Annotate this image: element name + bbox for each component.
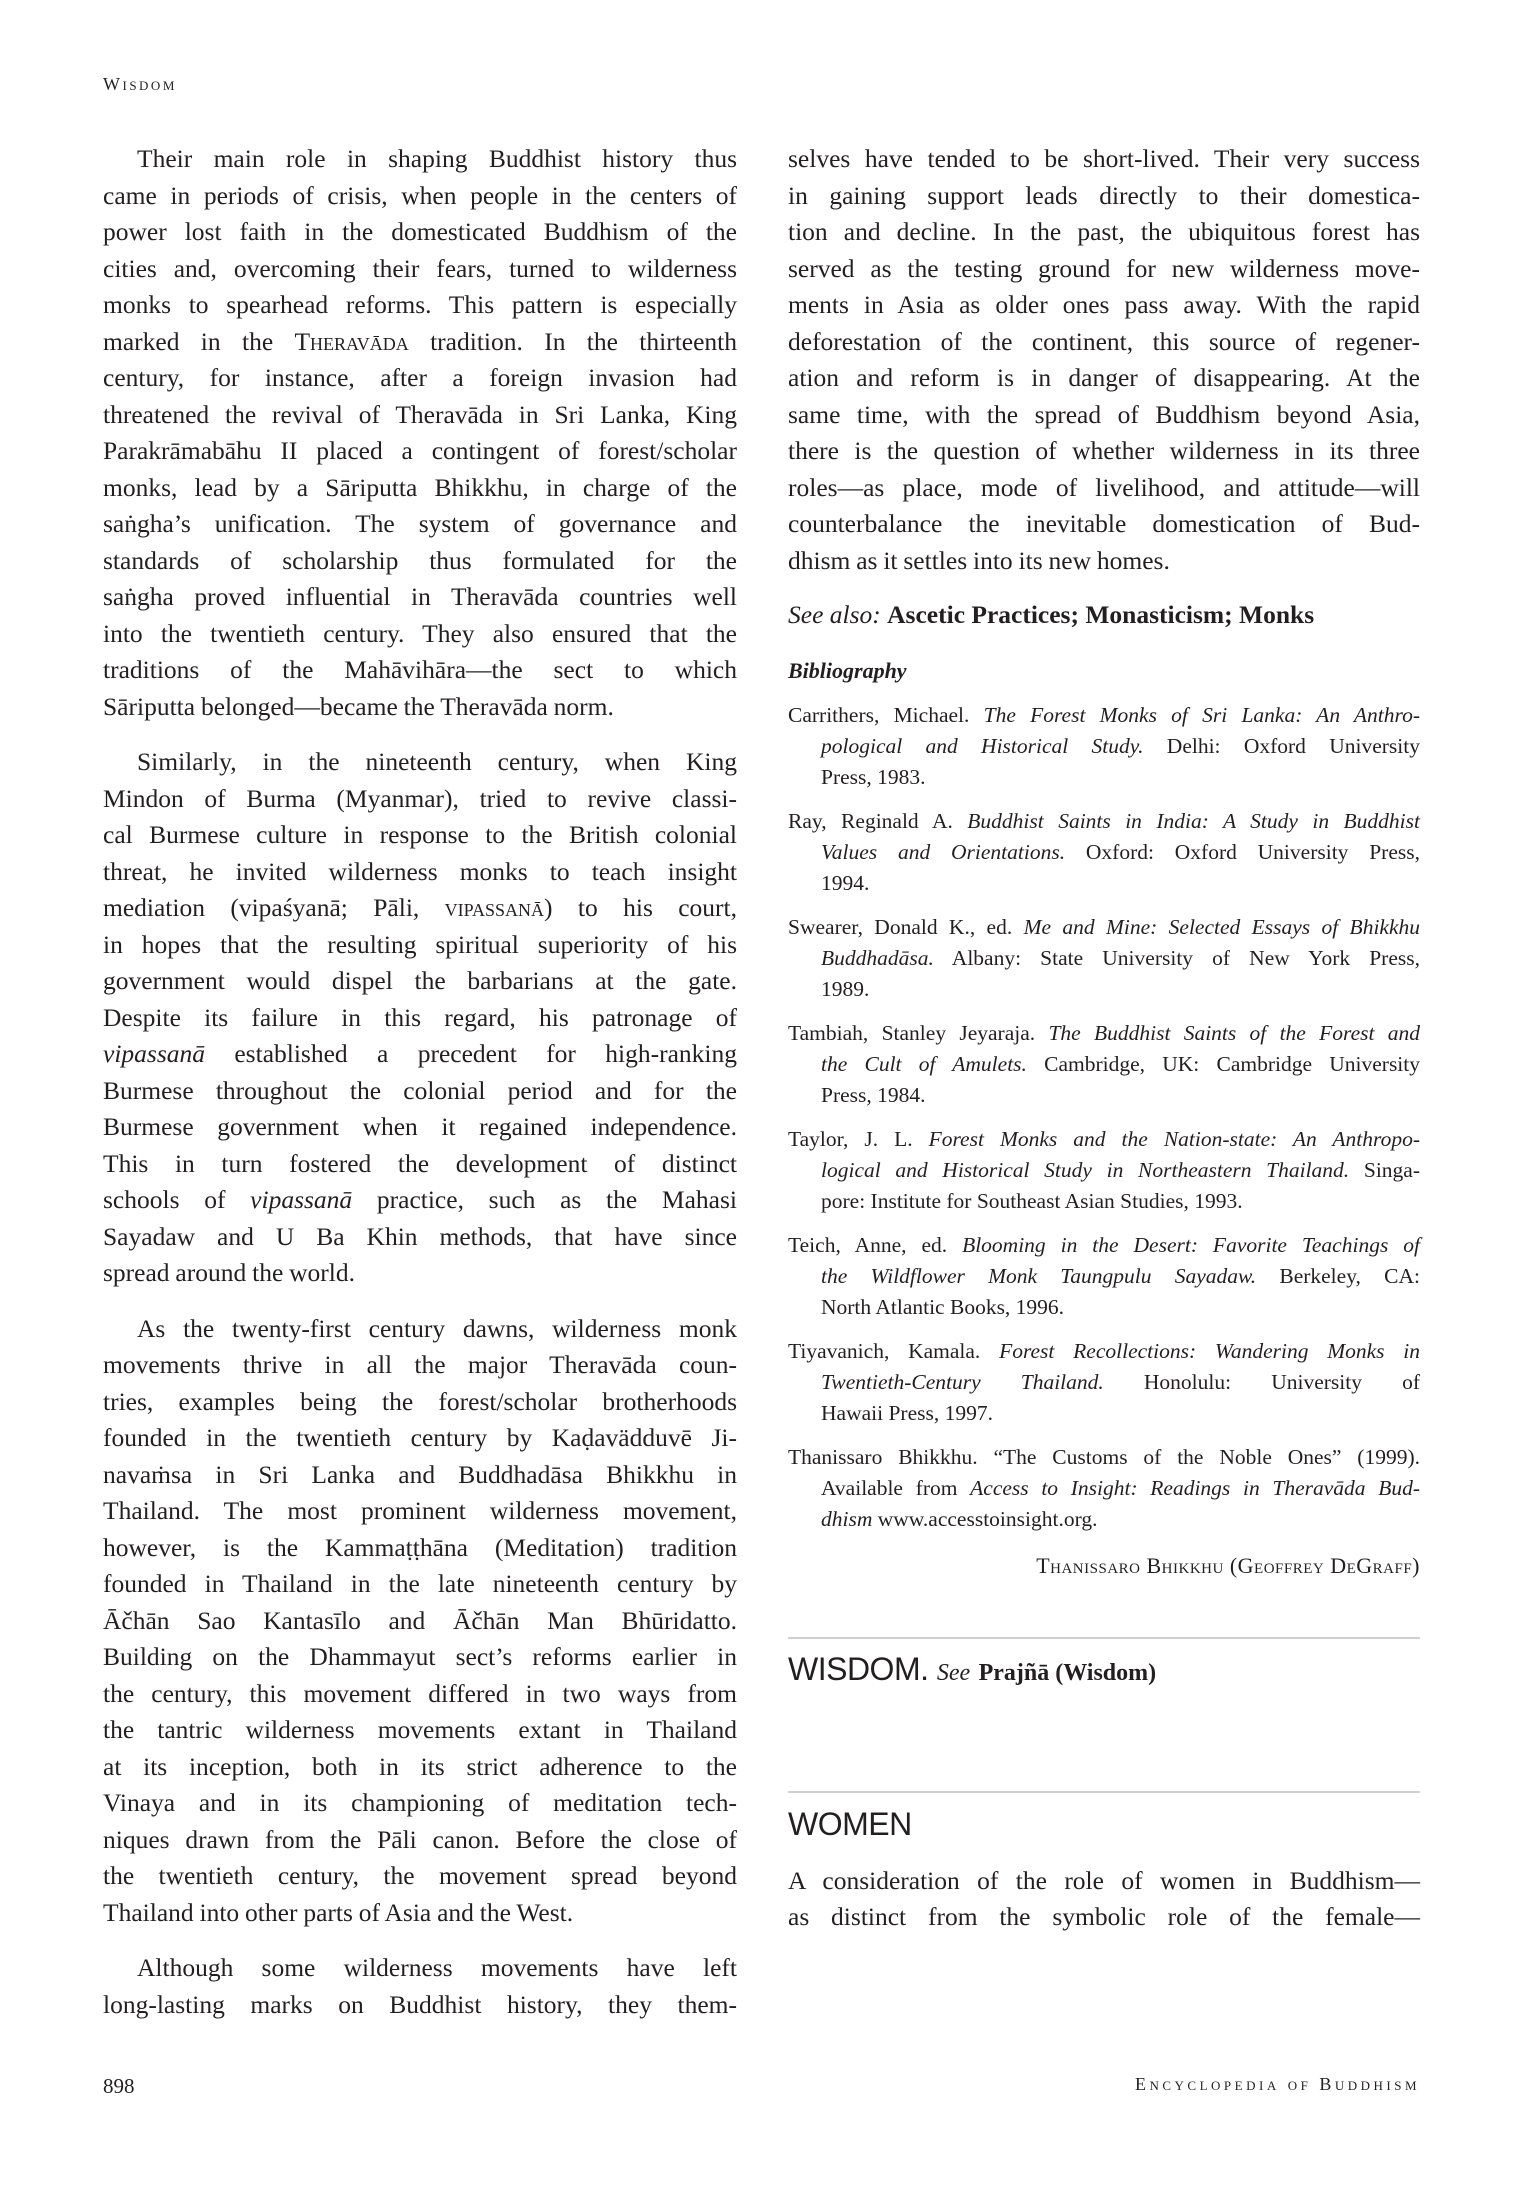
text-line	[103, 1639, 737, 1676]
text-segment: long-lasting marks on Buddhist history, they them-	[103, 1989, 737, 2019]
text-line	[103, 1822, 737, 1859]
text-line	[103, 854, 737, 891]
bibliography-entry	[788, 700, 1420, 793]
text-segment: served as the testing ground for new wilderness move-	[788, 253, 1420, 283]
text-line	[103, 141, 737, 178]
text-line	[103, 744, 737, 781]
text-segment: in gaining support leads directly to their domestica-	[788, 180, 1420, 210]
text-segment: A consideration of the role of women in Buddhism—	[788, 1865, 1420, 1895]
text-segment: 1994.	[821, 870, 870, 895]
text-segment: the tantric wilderness movements extant in Thailand	[103, 1715, 737, 1744]
text-line	[103, 178, 737, 215]
body-paragraph	[103, 141, 737, 725]
text-line	[788, 1124, 1420, 1155]
text-segment: founded in the twentieth century by Kaḍavädduvē Ji-	[103, 1423, 737, 1452]
wisdom-see-label: See	[936, 1659, 971, 1686]
bibliography-heading: Bibliography	[788, 657, 907, 683]
text-segment: standards of scholarship thus formulated for the	[103, 545, 737, 575]
italic-text: Forest Recollections: Wandering Monks in	[999, 1338, 1420, 1363]
text-line	[788, 506, 1420, 543]
text-segment: www.accesstoinsight.org.	[872, 1506, 1098, 1531]
text-line	[103, 1000, 737, 1037]
text-line	[788, 1292, 1420, 1323]
text-segment: as distinct from the symbolic role of the female—	[788, 1902, 1420, 1931]
text-line	[103, 689, 737, 726]
body-paragraph	[103, 1950, 737, 2023]
text-segment: navaṁsa in Sri Lanka and Buddhadāsa Bhikkhu in	[103, 1459, 737, 1489]
text-segment: Their main role in shaping Buddhist history thus	[137, 144, 737, 173]
text-segment: threatened the revival of Theravāda in Sri Lanka, King	[103, 399, 737, 429]
body-paragraph	[103, 1311, 737, 1932]
text-segment: mediation (vipaśyanā; Pāli,	[103, 893, 445, 922]
text-line	[103, 1255, 737, 1292]
text-segment: ation and reform is in danger of disappearing. At the	[788, 363, 1420, 392]
text-segment: Tambiah, Stanley Jeyaraja.	[788, 1020, 1049, 1045]
text-segment: North Atlantic Books, 1996.	[821, 1294, 1065, 1319]
text-segment: Thanissaro Bhikkhu. “The Customs of the Noble Ones” (1999).	[788, 1444, 1420, 1469]
text-segment: Available from	[821, 1475, 971, 1500]
text-segment: roles—as place, mode of livelihood, and attitude—will	[788, 472, 1420, 502]
text-segment: threat, he invited wilderness monks to teach insight	[103, 856, 737, 886]
text-segment: counterbalance the inevitable domestication of Bud-	[788, 509, 1420, 538]
text-line	[103, 397, 737, 434]
text-segment: Cambridge, UK: Cambridge University	[1026, 1051, 1421, 1076]
left-column	[103, 141, 737, 2023]
text-line	[103, 1146, 737, 1183]
text-line	[788, 868, 1420, 899]
text-line	[103, 506, 737, 543]
text-line	[103, 817, 737, 854]
text-segment: spread around the world.	[103, 1258, 356, 1287]
text-line	[788, 251, 1420, 288]
text-segment: saṅgha’s unification. The system of governance and	[103, 509, 737, 538]
text-segment: Hawaii Press, 1997.	[821, 1400, 993, 1425]
text-line	[788, 543, 1420, 580]
text-line	[103, 1457, 737, 1494]
text-segment: Oxford: Oxford University Press,	[1065, 839, 1420, 864]
text-line	[103, 1858, 737, 1895]
women-entry-body	[788, 1863, 1420, 1936]
text-segment: Press, 1984.	[821, 1082, 926, 1107]
page-number: 898	[103, 2074, 135, 2098]
text-line	[103, 1895, 737, 1932]
bibliography-list	[788, 700, 1420, 1535]
text-segment: cal Burmese culture in response to the British colonial	[103, 820, 737, 849]
text-segment: Press, 1983.	[821, 764, 926, 789]
bibliography-entry	[788, 1124, 1420, 1217]
text-segment: Parakrāmabāhu II placed a contingent of forest/scholar	[103, 436, 737, 465]
italic-text: the Wildflower Monk Taungpulu Sayadaw.	[821, 1263, 1257, 1288]
text-segment: Ray, Reginald A.	[788, 808, 968, 833]
text-line	[103, 1603, 737, 1640]
wisdom-see-target-link[interactable]: Prajñā (Wisdom)	[978, 1659, 1157, 1686]
text-segment: Honolulu: University of	[1103, 1369, 1420, 1394]
wisdom-heading: WISDOM.	[788, 1650, 929, 1687]
text-segment: in hopes that the resulting spiritual superiority of his	[103, 929, 737, 959]
text-line	[103, 1493, 737, 1530]
text-segment: Albany: State University of New York Press,	[933, 945, 1420, 970]
text-segment: tion and decline. In the past, the ubiquitous forest has	[788, 217, 1420, 246]
body-paragraph	[103, 744, 737, 1292]
text-line	[103, 543, 737, 580]
bibliography-entry	[788, 1230, 1420, 1323]
text-segment: at its inception, both in its strict adherence to the	[103, 1751, 737, 1781]
women-entry-heading: WOMEN	[788, 1805, 912, 1842]
text-line	[103, 251, 737, 288]
text-line	[788, 943, 1420, 974]
text-segment: Delhi: Oxford University	[1143, 733, 1420, 758]
text-segment: niques drawn from the Pāli canon. Before the close of	[103, 1824, 737, 1854]
text-segment: century, for instance, after a foreign invasion had	[103, 363, 737, 392]
italic-text: Me and Mine: Selected Essays of Bhikkhu	[1023, 914, 1420, 939]
text-segment: tries, examples being the forest/scholar brotherhoods	[103, 1386, 737, 1416]
bibliography-entry	[788, 912, 1420, 1005]
text-line	[788, 1863, 1420, 1900]
author-signature: Thanissaro Bhikkhu (Geoffrey DeGraff)	[1036, 1552, 1420, 1578]
text-segment: As the twenty-first century dawns, wilderness monk	[137, 1313, 737, 1343]
italic-text: dhism	[821, 1506, 873, 1531]
text-segment: traditions of the Mahāvihāra—the sect to which	[103, 655, 737, 684]
text-segment: came in periods of crisis, when people in the centers of	[103, 180, 737, 210]
running-head: Wisdom	[103, 74, 177, 94]
see-also-links[interactable]: Ascetic Practices; Monasticism; Monks	[887, 600, 1315, 629]
paragraph-gap	[103, 1292, 737, 1311]
text-line	[103, 1785, 737, 1822]
text-segment: dhism as it settles into its new homes.	[788, 545, 1170, 575]
text-line	[103, 890, 737, 927]
text-segment: however, is the Kammaṭṭhāna (Meditation) tradition	[103, 1532, 737, 1562]
text-line	[103, 360, 737, 397]
text-segment: Tiyavanich, Kamala.	[788, 1338, 1000, 1363]
text-line	[788, 1899, 1420, 1936]
text-line	[788, 1155, 1420, 1186]
text-segment: the twentieth century, the movement spread beyond	[103, 1861, 737, 1890]
text-line	[788, 806, 1420, 837]
text-line	[788, 974, 1420, 1005]
right-column	[788, 141, 1420, 1936]
text-line	[788, 287, 1420, 324]
text-line	[788, 762, 1420, 793]
italic-text: vipassanā	[103, 1039, 205, 1068]
text-line	[788, 178, 1420, 215]
text-line	[788, 470, 1420, 507]
text-segment: movements thrive in all the major Theravāda coun-	[103, 1350, 737, 1379]
text-segment: Similarly, in the nineteenth century, when King	[137, 747, 737, 776]
text-line	[103, 1347, 737, 1384]
text-segment: into the twentieth century. They also ensured that the	[103, 618, 737, 648]
text-segment: Despite its failure in this regard, his patronage of	[103, 1002, 737, 1032]
text-line	[788, 360, 1420, 397]
italic-text: logical and Historical Study in Northeastern Thailand.	[821, 1157, 1350, 1182]
text-segment: Burmese government when it regained independence.	[103, 1112, 737, 1141]
text-line	[103, 1182, 737, 1219]
text-segment: founded in Thailand in the late nineteenth century by	[103, 1569, 737, 1598]
text-line	[788, 324, 1420, 361]
italic-text: Forest Monks and the Nation-state: An Anthropo-	[928, 1126, 1420, 1151]
text-line	[103, 1036, 737, 1073]
bibliography-entry	[788, 1442, 1420, 1535]
entry-divider	[788, 1791, 1420, 1793]
text-line	[103, 1950, 737, 1987]
text-segment: practice, such as the Mahasi	[352, 1185, 737, 1214]
small-caps-term: Theravāda	[294, 326, 409, 356]
text-segment: pore: Institute for Southeast Asian Studies, 1993.	[821, 1188, 1243, 1213]
text-line	[103, 1712, 737, 1749]
text-segment: Sāriputta belonged—became the Theravāda norm.	[103, 691, 614, 721]
italic-text: Access to Insight: Readings in Theravāda Bud-	[970, 1475, 1421, 1500]
text-line	[788, 837, 1420, 868]
text-line	[103, 433, 737, 470]
text-line	[788, 1473, 1420, 1504]
text-segment: deforestation of the continent, this source of regener-	[788, 326, 1420, 356]
italic-text: Blooming in the Desert: Favorite Teachings of	[962, 1232, 1420, 1257]
text-segment: This in turn fostered the development of distinct	[103, 1148, 737, 1178]
text-segment: Singa-	[1349, 1157, 1420, 1182]
text-segment: same time, with the spread of Buddhism beyond Asia,	[788, 399, 1420, 429]
text-segment: ments in Asia as older ones pass away. With the rapid	[788, 290, 1420, 319]
text-line	[788, 1336, 1420, 1367]
text-segment: marked in the	[103, 326, 295, 356]
text-segment: the century, this movement differed in two ways from	[103, 1678, 737, 1708]
text-line	[788, 912, 1420, 943]
text-line	[103, 616, 737, 653]
text-line	[103, 1749, 737, 1786]
text-segment: Berkeley, CA:	[1256, 1263, 1420, 1288]
text-line	[788, 1049, 1420, 1080]
text-segment: cities and, overcoming their fears, turned to wilderness	[103, 253, 737, 283]
text-segment: Sayadaw and U Ba Khin methods, that have since	[103, 1221, 737, 1251]
italic-text: Buddhist Saints in India: A Study in Buddhist	[967, 808, 1420, 833]
text-line	[103, 1219, 737, 1256]
text-segment: Carrithers, Michael.	[788, 702, 984, 727]
text-line	[788, 1080, 1420, 1111]
see-also	[788, 597, 1420, 634]
text-line	[103, 324, 737, 361]
bibliography-entry	[788, 1336, 1420, 1429]
text-line	[103, 1109, 737, 1146]
text-line	[788, 1398, 1420, 1429]
small-caps-term: vipassanā	[444, 893, 545, 922]
text-line	[103, 1073, 737, 1110]
paragraph-gap	[103, 725, 737, 744]
text-line	[788, 1186, 1420, 1217]
text-line	[788, 1261, 1420, 1292]
see-also-label: See also:	[788, 600, 881, 629]
text-segment: 1989.	[821, 976, 870, 1001]
text-segment: Building on the Dhammayut sect’s reforms earlier in	[103, 1642, 737, 1671]
italic-text: Twentieth-Century Thailand.	[821, 1369, 1104, 1394]
text-segment: saṅgha proved influential in Theravāda countries well	[103, 582, 737, 611]
text-line	[103, 579, 737, 616]
text-segment: schools of	[103, 1185, 251, 1214]
italic-text: the Cult of Amulets.	[821, 1051, 1027, 1076]
text-segment: Taylor, J. L.	[788, 1126, 929, 1151]
italic-text: pological and Historical Study.	[821, 733, 1144, 758]
text-line	[103, 214, 737, 251]
text-line	[788, 1442, 1420, 1473]
text-segment: selves have tended to be short-lived. Their very success	[788, 144, 1420, 173]
italic-text: The Forest Monks of Sri Lanka: An Anthro-	[983, 702, 1420, 727]
text-line	[103, 1530, 737, 1567]
text-line	[103, 963, 737, 1000]
text-line	[103, 781, 737, 818]
text-line	[103, 927, 737, 964]
text-segment: Thailand into other parts of Asia and the West.	[103, 1897, 574, 1927]
continued-paragraph	[788, 141, 1420, 579]
wisdom-entry-heading	[788, 1647, 1420, 1695]
text-line	[103, 1566, 737, 1603]
text-segment: Mindon of Burma (Myanmar), tried to revive classi-	[103, 783, 737, 813]
text-line	[788, 1018, 1420, 1049]
text-segment: ) to his court,	[544, 893, 738, 922]
text-line	[103, 1987, 737, 2024]
italic-text: Buddhadāsa.	[821, 945, 934, 970]
text-line	[103, 1420, 737, 1457]
text-line	[103, 1311, 737, 1348]
text-line	[103, 287, 737, 324]
text-segment: Teich, Anne, ed.	[788, 1232, 963, 1257]
bibliography-entry	[788, 1018, 1420, 1111]
text-segment: there is the question of whether wilderness in its three	[788, 436, 1420, 465]
text-line	[788, 1230, 1420, 1261]
text-line	[103, 470, 737, 507]
text-segment: monks to spearhead reforms. This pattern is especially	[103, 290, 737, 319]
text-line	[103, 1384, 737, 1421]
text-segment: monks, lead by a Sāriputta Bhikkhu, in charge of the	[103, 472, 737, 502]
text-line	[788, 433, 1420, 470]
bibliography-entry	[788, 806, 1420, 899]
paragraph-gap	[103, 1931, 737, 1950]
text-line	[788, 1504, 1420, 1535]
entry-divider	[788, 1637, 1420, 1639]
italic-text: The Buddhist Saints of the Forest and	[1048, 1020, 1420, 1045]
text-line	[103, 1676, 737, 1713]
text-segment: tradition. In the thirteenth	[408, 326, 738, 356]
text-segment: Burmese throughout the colonial period and for the	[103, 1075, 737, 1105]
text-line	[788, 700, 1420, 731]
text-segment: Āčhān Sao Kantasīlo and Āčhān Man Bhūridatto.	[103, 1605, 737, 1635]
text-line	[788, 141, 1420, 178]
text-line	[788, 397, 1420, 434]
text-line	[788, 214, 1420, 251]
italic-text: vipassanā	[250, 1185, 353, 1214]
text-line	[788, 1367, 1420, 1398]
text-line	[788, 731, 1420, 762]
text-segment: Thailand. The most prominent wilderness movement,	[103, 1496, 737, 1525]
text-line	[103, 652, 737, 689]
text-segment: power lost faith in the domesticated Buddhism of the	[103, 217, 737, 246]
text-segment: Vinaya and in its championing of meditation tech-	[103, 1788, 737, 1817]
italic-text: Values and Orientations.	[821, 839, 1066, 864]
book-title: Encyclopedia of Buddhism	[1134, 2074, 1420, 2094]
text-segment: Swearer, Donald K., ed.	[788, 914, 1024, 939]
text-segment: established a precedent for high-ranking	[205, 1039, 737, 1068]
text-segment: Although some wilderness movements have left	[137, 1953, 737, 1982]
text-segment: government would dispel the barbarians at the gate.	[103, 966, 737, 995]
